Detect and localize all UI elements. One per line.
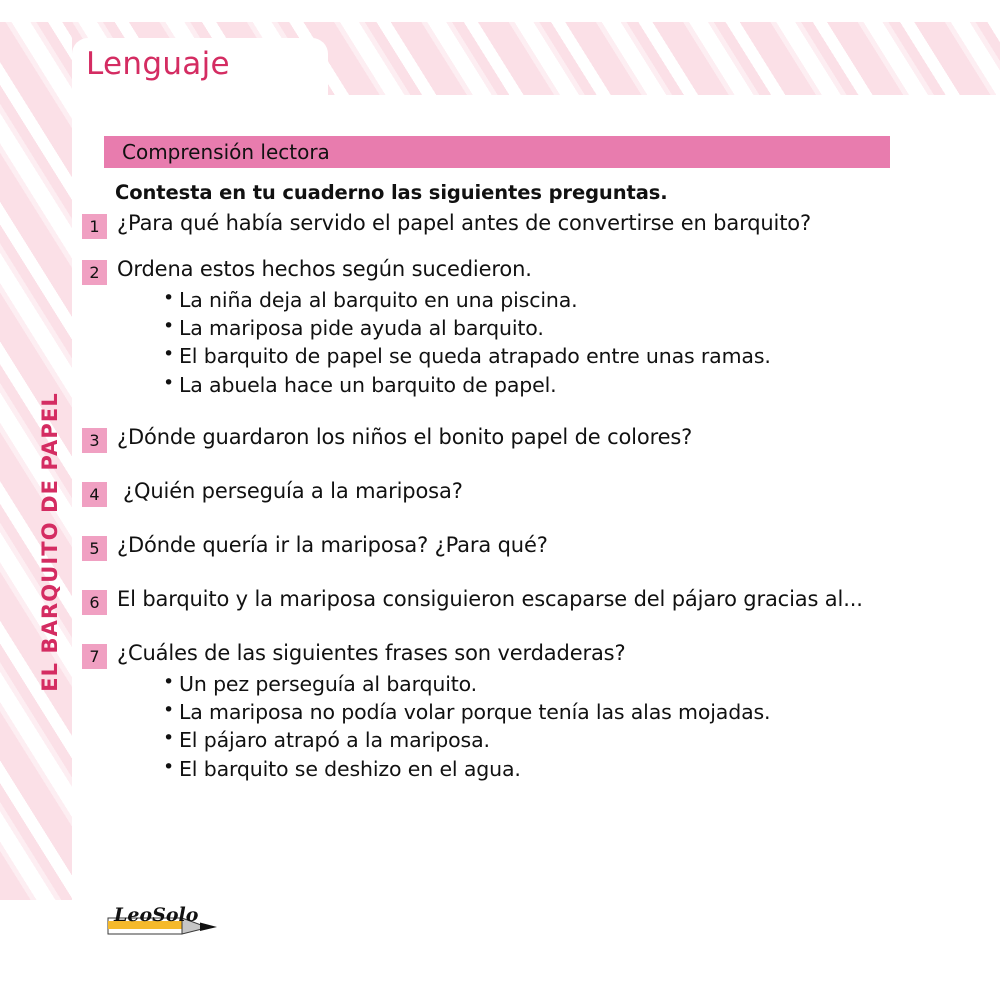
question-text: ¿Dónde guardaron los niños el bonito papel de colores? (117, 424, 693, 449)
question-bullet-list (117, 670, 984, 783)
section-heading-bar (104, 136, 890, 168)
question-number-badge: 3 (82, 428, 107, 453)
question-number-badge: 7 (82, 644, 107, 669)
list-item: • El barquito de papel se queda atrapado entre unas ramas. (117, 342, 984, 370)
logo-wordmark: LeoSolo (114, 904, 199, 926)
question-item (82, 211, 984, 239)
question-number-badge: 6 (82, 590, 107, 615)
publisher-logo (104, 896, 229, 942)
question-bullet-list (117, 286, 984, 399)
page-title: Lenguaje (86, 46, 230, 82)
question-item (82, 587, 984, 615)
list-item: • El pájaro atrapó a la mariposa. (117, 726, 984, 754)
question-text: El barquito y la mariposa consiguieron escaparse del pájaro gracias al... (117, 586, 863, 611)
instruction-text: Contesta en tu cuaderno las siguientes preguntas. (115, 181, 668, 204)
pencil-icon (104, 896, 229, 942)
worksheet-body (89, 136, 984, 783)
list-item: • La abuela hace un barquito de papel. (117, 371, 984, 399)
question-text: ¿Dónde quería ir la mariposa? ¿Para qué? (117, 532, 548, 557)
question-text: ¿Cuáles de las siguientes frases son verdaderas? (117, 640, 626, 665)
question-number-badge: 2 (82, 260, 107, 285)
question-body (117, 257, 984, 399)
question-number-badge: 5 (82, 536, 107, 561)
list-item: • La niña deja al barquito en una piscina. (117, 286, 984, 314)
question-item (82, 479, 984, 507)
question-item (82, 257, 984, 399)
question-body (117, 479, 984, 504)
question-text: Ordena estos hechos según sucedieron. (117, 257, 532, 281)
question-item (82, 641, 984, 783)
list-item: • La mariposa no podía volar porque tenía las alas mojadas. (117, 698, 984, 726)
list-item: • El barquito se deshizo en el agua. (117, 755, 984, 783)
question-body (117, 533, 984, 558)
question-number-badge: 1 (82, 214, 107, 239)
question-body (117, 587, 984, 612)
section-heading-label: Comprensión lectora (122, 140, 330, 164)
question-item (82, 533, 984, 561)
question-body (117, 425, 984, 450)
question-item (82, 425, 984, 453)
list-item: • La mariposa pide ayuda al barquito. (117, 314, 984, 342)
vertical-story-title: EL BARQUITO DE PAPEL (38, 392, 62, 692)
question-text: ¿Quién perseguía a la mariposa? (123, 478, 463, 503)
question-body (117, 641, 984, 783)
question-text: ¿Para qué había servido el papel antes de convertirse en barquito? (117, 211, 812, 235)
question-body (117, 211, 984, 236)
question-number-badge: 4 (82, 482, 107, 507)
list-item: • Un pez perseguía al barquito. (117, 670, 984, 698)
